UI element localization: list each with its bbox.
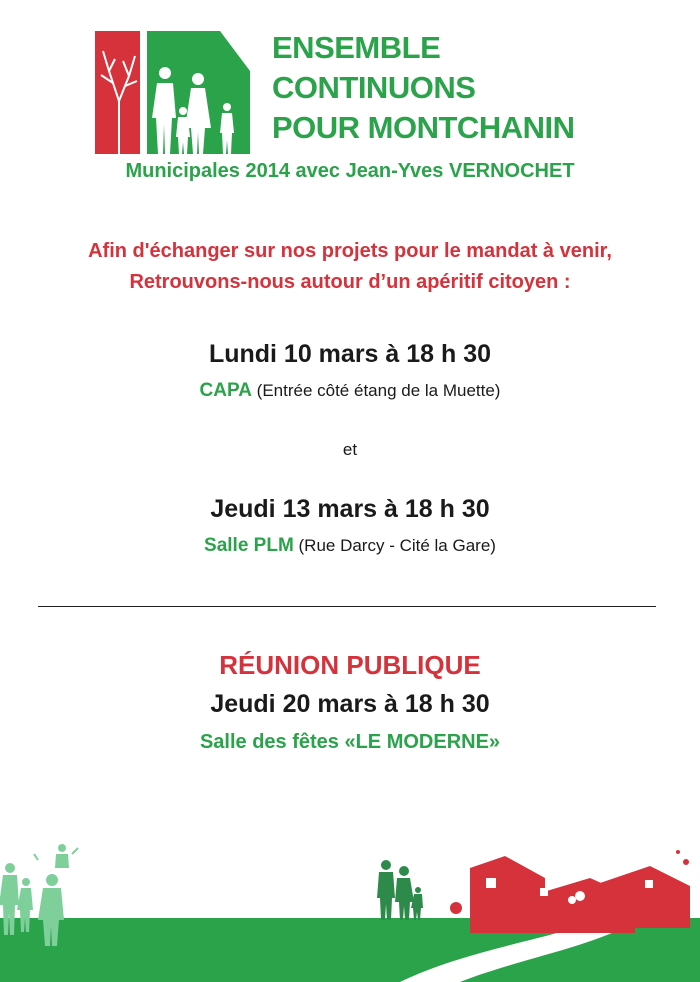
event-1-venue-name: CAPA — [199, 380, 252, 401]
event-1-venue — [0, 380, 700, 402]
reunion-title: RÉUNION PUBLIQUE — [219, 650, 481, 680]
event-2-venue — [0, 535, 700, 557]
title-line-3: POUR MONTCHANIN — [272, 110, 575, 145]
event-2-venue-name: Salle PLM — [204, 535, 294, 556]
intro-line-1: Afin d'échanger sur nos projets pour le mandat à venir, — [88, 240, 612, 262]
logo-red-panel — [95, 31, 140, 154]
houses-icon — [450, 850, 690, 933]
title-line-1: ENSEMBLE — [272, 30, 441, 65]
reunion-venue: Salle des fêtes «LE MODERNE» — [199, 731, 501, 753]
subtitle: Municipales 2014 avec Jean-Yves VERNOCHET — [125, 160, 575, 182]
intro-line-2: Retrouvons-nous autour d’un apéritif citoyen : — [129, 271, 571, 293]
divider — [38, 606, 656, 607]
separator-text: et — [342, 440, 358, 459]
event-2-venue-detail: (Rue Darcy - Cité la Gare) — [293, 536, 496, 555]
event-2-date: Jeudi 13 mars à 18 h 30 — [210, 495, 490, 523]
footer-illustration — [0, 838, 700, 982]
reunion-date: Jeudi 20 mars à 18 h 30 — [210, 690, 490, 718]
campaign-logo — [95, 31, 250, 154]
event-1-venue-detail: (Entrée côté étang de la Muette) — [251, 381, 501, 400]
event-1-date: Lundi 10 mars à 18 h 30 — [208, 340, 492, 368]
family-center-icon — [377, 860, 423, 920]
title-line-2: CONTINUONS — [272, 70, 476, 105]
